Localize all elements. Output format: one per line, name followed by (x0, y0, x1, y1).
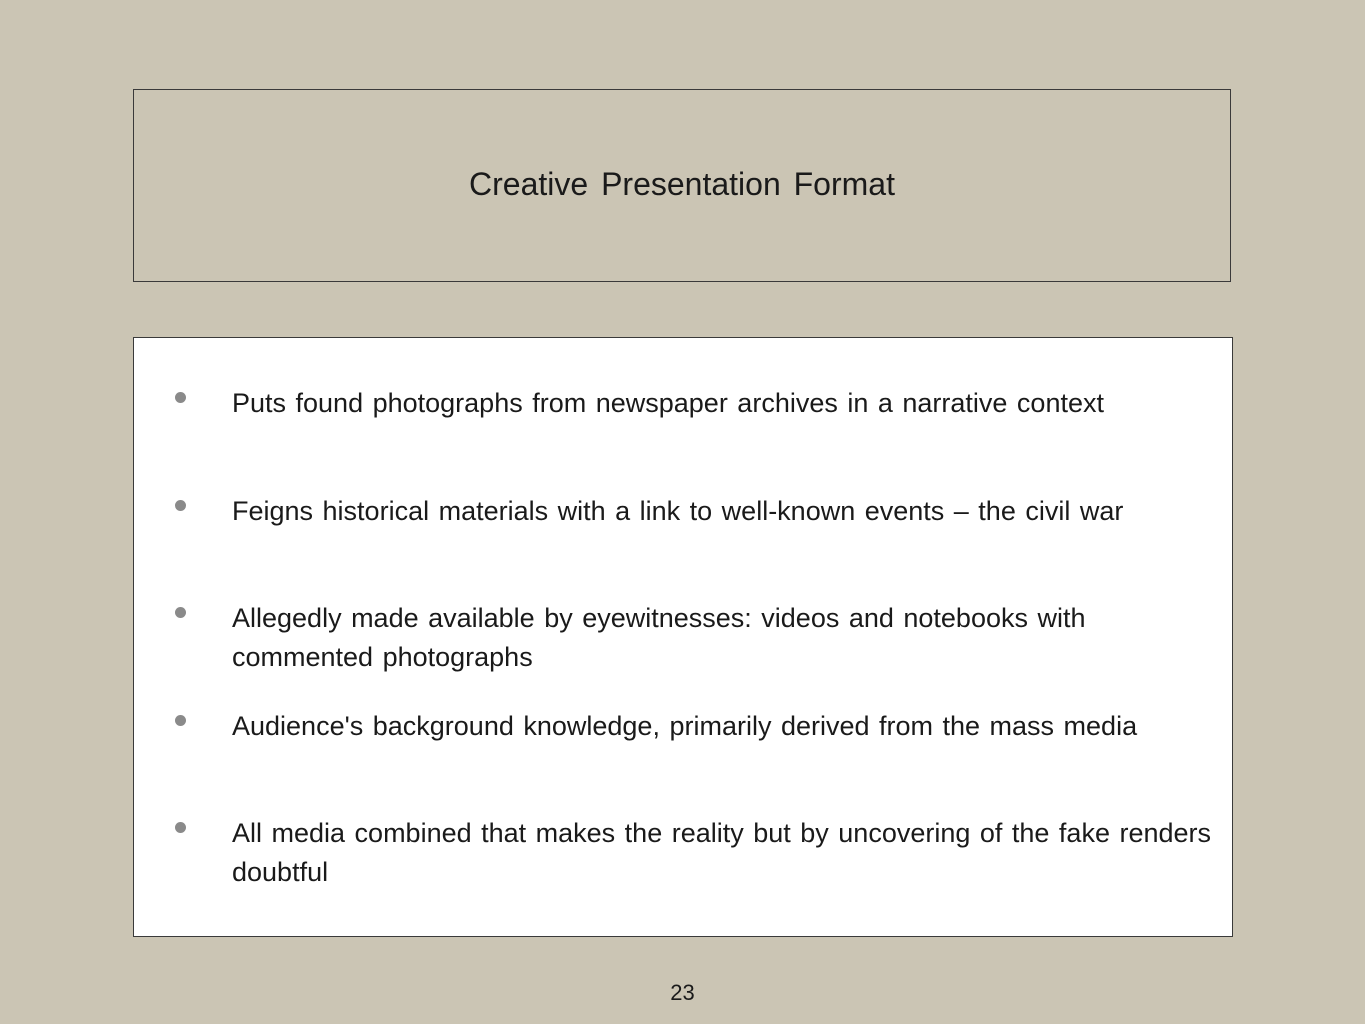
title-box (133, 89, 1231, 282)
bullet-text: Audience's background knowledge, primarily derived from the mass media (232, 710, 1138, 741)
page-number: 23 (670, 980, 695, 1005)
content-box (133, 337, 1233, 937)
bullet-icon (175, 715, 186, 726)
bullet-text: All media combined that makes the reality but by uncovering of the fake renders doubtful (232, 818, 1212, 887)
bullet-list (134, 384, 1232, 922)
bullet-icon (175, 500, 186, 511)
bullet-item (134, 707, 1232, 815)
bullet-icon (175, 392, 186, 403)
slide-title: Creative Presentation Format (469, 166, 895, 202)
bullet-item (134, 384, 1232, 492)
bullet-text: Feigns historical materials with a link to well-known events – the civil war (232, 495, 1124, 526)
bullet-item (134, 599, 1232, 707)
bullet-text: Allegedly made available by eyewitnesses: videos and notebooks with commented photographs (232, 603, 1086, 672)
bullet-item (134, 814, 1232, 922)
bullet-icon (175, 607, 186, 618)
bullet-item (134, 492, 1232, 600)
bullet-text: Puts found photographs from newspaper archives in a narrative context (232, 388, 1104, 418)
bullet-icon (175, 822, 186, 833)
